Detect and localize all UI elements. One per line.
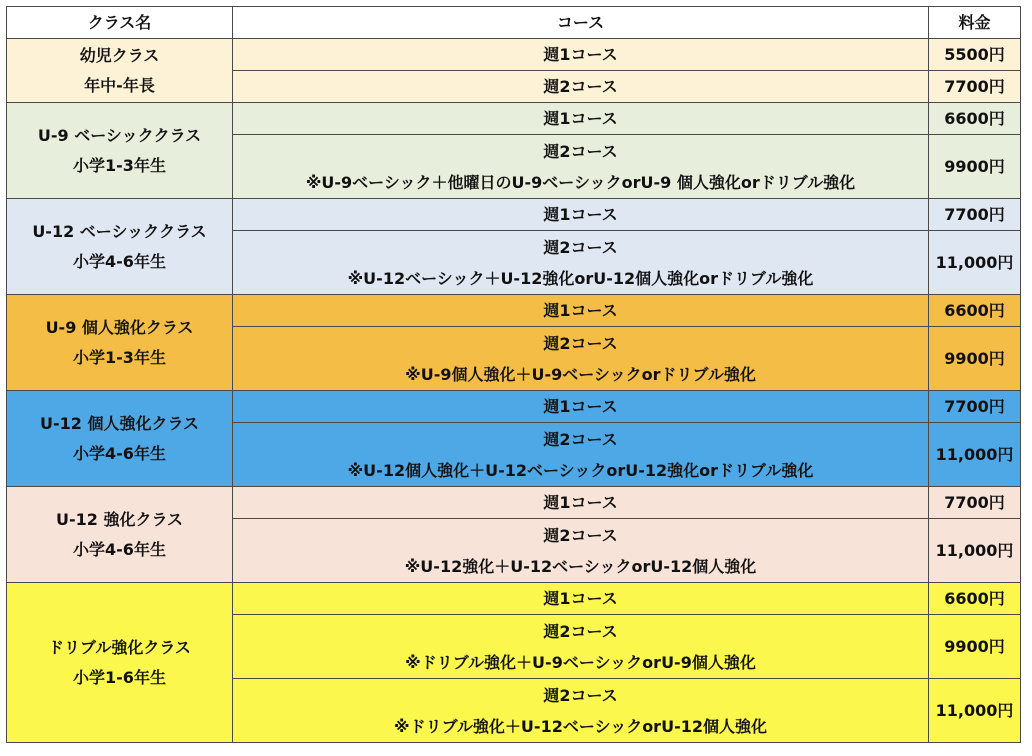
table-row [7,103,1021,135]
class-name-cell [7,583,233,743]
class-name-cell [7,295,233,391]
price-cell: 11,000円 [929,679,1021,743]
course-label: 週2コース [543,237,618,257]
price-cell: 7700円 [929,391,1021,423]
class-name-cell [7,39,233,103]
course-label: 週1コース [543,301,618,320]
price-table [6,6,1021,743]
course-label: 週2コース [543,429,618,449]
course-label: 週2コース [543,77,618,96]
class-grade: 小学4-6年生 [73,443,166,463]
course-label: 週2コース [543,525,618,545]
course-label: 週2コース [543,685,618,705]
class-name: U-12 強化クラス [56,509,183,529]
class-grade: 年中-年長 [84,75,155,95]
course-cell [233,103,929,135]
course-label: 週2コース [543,621,618,641]
class-name-cell [7,199,233,295]
course-note: ※U-12個人強化＋U-12ベーシックorU-12強化orドリブル強化 [347,460,814,480]
price-cell: 9900円 [929,327,1021,391]
course-cell [233,487,929,519]
price-cell: 6600円 [929,103,1021,135]
course-cell [233,199,929,231]
table-row [7,487,1021,519]
course-label: 週1コース [543,589,618,608]
header-price: 料金 [929,7,1021,39]
course-cell [233,391,929,423]
price-cell: 7700円 [929,487,1021,519]
table-row [7,391,1021,423]
price-cell: 11,000円 [929,519,1021,583]
price-cell: 9900円 [929,135,1021,199]
price-cell: 7700円 [929,71,1021,103]
table-row [7,199,1021,231]
header-course: コース [233,7,929,39]
course-cell [233,615,929,679]
class-name: U-9 ベーシッククラス [37,125,202,145]
table-row [7,583,1021,615]
course-label: 週1コース [543,109,618,128]
course-label: 週2コース [543,333,618,353]
course-label: 週1コース [543,397,618,416]
header-row [7,7,1021,39]
course-note: ※U-12強化＋U-12ベーシックorU-12個人強化 [404,556,757,576]
class-name: U-9 個人強化クラス [45,317,194,337]
course-cell [233,295,929,327]
course-cell [233,583,929,615]
course-cell [233,39,929,71]
table-body [7,39,1021,743]
price-cell: 5500円 [929,39,1021,71]
course-label: 週2コース [543,141,618,161]
course-cell [233,71,929,103]
course-cell [233,135,929,199]
table-row [7,39,1021,71]
class-name: 幼児クラス [79,45,160,65]
class-name: U-12 個人強化クラス [40,413,199,433]
course-label: 週1コース [543,493,618,512]
class-grade: 小学1-3年生 [73,347,166,367]
class-grade: 小学1-6年生 [73,667,166,687]
table-row [7,295,1021,327]
course-note: ※U-9個人強化＋U-9ベーシックorドリブル強化 [405,364,756,384]
class-name: ドリブル強化クラス [48,637,191,657]
price-cell: 7700円 [929,199,1021,231]
price-cell: 11,000円 [929,423,1021,487]
class-name-cell [7,103,233,199]
price-cell: 11,000円 [929,231,1021,295]
course-note: ※U-12ベーシック＋U-12強化orU-12個人強化orドリブル強化 [347,268,814,288]
price-cell: 6600円 [929,583,1021,615]
price-cell: 6600円 [929,295,1021,327]
class-name-cell [7,487,233,583]
course-cell [233,679,929,743]
course-cell [233,423,929,487]
course-label: 週1コース [543,45,618,64]
course-cell [233,231,929,295]
class-name: U-12 ベーシッククラス [32,221,207,241]
course-label: 週1コース [543,205,618,224]
course-note: ※U-9ベーシック＋他曜日のU-9ベーシックorU-9 個人強化orドリブル強化 [305,172,856,192]
class-grade: 小学4-6年生 [73,251,166,271]
price-cell: 9900円 [929,615,1021,679]
class-name-cell [7,391,233,487]
course-cell [233,519,929,583]
class-grade: 小学1-3年生 [73,155,166,175]
header-class-name: クラス名 [7,7,233,39]
class-grade: 小学4-6年生 [73,539,166,559]
course-cell [233,327,929,391]
course-note: ※ドリブル強化＋U-9ベーシックorU-9個人強化 [405,652,756,672]
course-note: ※ドリブル強化＋U-12ベーシックorU-12個人強化 [394,716,767,736]
